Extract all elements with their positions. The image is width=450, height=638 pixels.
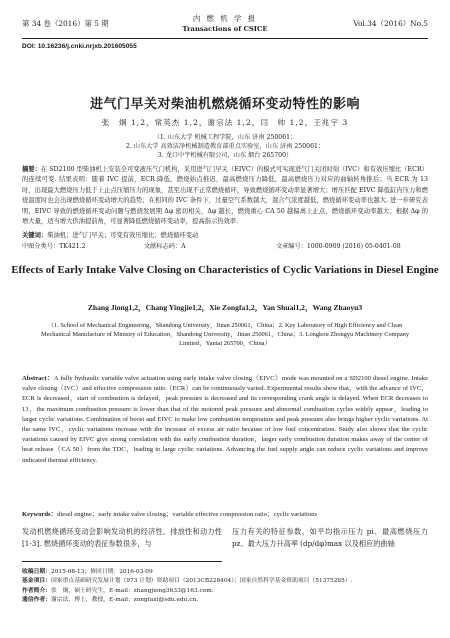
abstract-cn-label: 摘要： xyxy=(22,166,41,173)
affiliation-cn-3: 3. 龙口中宇机械有限公司，山东 烟台 265700） xyxy=(157,152,293,159)
clc-number: 中图分类号：TK421.2 xyxy=(22,243,86,250)
authors-en: Zhang Jiong1,2，Chang Yingjie1,2，Xie Zongfa1,2，Yan Shuai1,2，Wang Zhaoyu3 xyxy=(87,303,363,312)
footnote-label: 收稿日期： xyxy=(22,569,51,575)
title-en: Effects of Early Intake Valve Closing on Characteristics of Cyclic Variations in Diesel Engine xyxy=(11,264,439,276)
doi: DOI: 10.16236/j.cnki.nrjxb.201605055 xyxy=(22,43,137,50)
footnote-text: 2015-08-13；修回日期：2016-03-09 xyxy=(51,569,153,575)
header-volume-en: Vol.34（2016）No.5 xyxy=(353,19,428,28)
footnote-rule xyxy=(22,561,222,562)
title-cn: 进气门早关对柴油机燃烧循环变动特性的影响 xyxy=(89,97,360,112)
footnotes xyxy=(22,568,428,605)
abstract-en-label: Abstract： xyxy=(22,375,54,382)
abstract-en xyxy=(22,374,428,466)
article-number: 文章编号：1000-0909 (2016) 05-0401-08 xyxy=(275,243,401,250)
keywords-en-label: Keywords： xyxy=(22,511,58,518)
footnote-text: 国家重点基础研究发展计划（973 计划）资助项目（2013CB228404）；国家自然科学基金资助项目（51375265）. xyxy=(51,578,353,585)
footnote-label: 通信作者： xyxy=(22,596,51,603)
affiliations-en: （1. School of Mechanical Engineering，Shandong University，Jinan 250061，China；2. Key Laboratory of High Efficiency and Clean Mechanical Manufacture of Ministry of Education，Shandong University，Jinan 250061，China；3. Longkou Zhongyu Machinery Company Limited，Yantai 265700，China） xyxy=(40,322,410,348)
classification-meta xyxy=(22,241,428,250)
document-code: 文献标志码：A xyxy=(143,243,186,250)
footnote-corresponding xyxy=(22,596,428,605)
affiliation-cn-2: 2. 山东大学 高效洁净机械制造教育部重点实验室，山东 济南 250061； xyxy=(125,143,325,150)
footnote-label: 基金项目： xyxy=(22,578,51,585)
affiliation-cn-1: （1. 山东大学 机械工程学院，山东 济南 250061； xyxy=(153,134,297,141)
footnote-funding xyxy=(22,577,428,586)
keywords-cn-label: 关键词： xyxy=(22,232,48,239)
header-rule xyxy=(22,38,428,39)
abstract-en-text: A fully hydraulic variable valve actuation using early intake valve closing（EIVC）mode was mounted on a SD2100 diesel engine. Intake valve closing（IVC）and effective compression ratio（ECR）can be continuously varied. Experimental results show that，with the advance of IVC，ECR is decreased，start of combustion is delayed，peak pressure is decreased and its corresponding crank angle is delayed. When ECR decreases to 13，the maximum combustion pressure is lower than that of the motored peak pressure and abnormal combustion cycles widely appear，leading to larger cyclic variations. Combination of boost and EIVC to make low combustion temperature and peak pressure also brings higher cyclic variations. At the same IVC，cyclic variations increase with the increase of excess air ratio because of low fuel concentration. Study also shows that the cyclic variations caused by EIVC give strong correlation with the early combustion duration，larger early combustion duration makes away of the center of heat release（CA 50）from the TDC，leading to large cyclic variations. Advancing the fuel supply angle can reduce cyclic variations and improve indicated thermal efficiency. xyxy=(22,375,428,464)
keywords-en xyxy=(22,508,428,518)
authors-cn: 张 炯 1,2，常英杰 1,2，谢宗法 1,2，闫 帅 1,2，王兆宇 3 xyxy=(101,118,349,127)
footnote-author-bio xyxy=(22,587,428,596)
header-volume-cn: 第 34 卷（2016）第 5 期 xyxy=(22,19,109,28)
keywords-cn xyxy=(22,231,428,241)
footnote-text: 谢宗法，博士，教授，E-mail：zongfaxi@sdu.edu.cn. xyxy=(51,596,199,603)
header-journal-cn: 内 燃 机 学 报 xyxy=(192,14,258,23)
keywords-cn-text: 柴油机；进气门早关；可变有效压缩比；燃烧循环变动 xyxy=(47,232,199,239)
running-header xyxy=(22,8,428,38)
abstract-cn xyxy=(22,165,428,227)
abstract-cn-text: 在 SD2100 型柴油机上安装全可变液压气门机构，采用进气门早关（EIVC）的模式可实现进气门关闭时刻（IVC）和有效压缩比（ECR）的连续可变. 结果表明：随着 IVC 提前，ECR 降低，燃烧始点推迟，最高燃烧压力降低，最高燃烧压力对应的曲轴转角推后；当 ECR 为 13 时，出现最大燃烧压力低于上止点压缩压力的现象，甚至出现不正常燃烧循环，导致燃烧循环变动率显著增大；增压匹配 EIVC 降低缸内压力和燃烧温度时也会出现燃烧循环变动增大的趋势；在相同的 IVC 条件下，过量空气系数越大，混合气浓度越低，燃烧循环变动率也越大. 进一步研究表明，EIVC 导致的燃烧循环变动问题与燃烧发展期 Δφ 密切相关，Δφ 越长，燃烧重心 CA 50 越偏离上止点，燃烧循环变动率越大；根据 Δφ 的增大量，适当增大供油提前角，可显著降低燃烧循环变动率，提高指示热效率. xyxy=(22,166,428,226)
footnote-received xyxy=(22,568,428,577)
body-column-right: 压力有关的特征参数，如平均指示压力 pi、最高燃烧压力 pz、最大压力升高率 (dp/dφ)max 以及相应的曲轴 xyxy=(232,527,428,549)
footnote-text: 张 炯，硕士研究生，E-mail：zhangjiong3633@163.com. xyxy=(51,587,214,594)
header-journal-en: Transactions of CSICE xyxy=(182,25,268,33)
body-column-left: 发动机燃烧循环变动会影响发动机的经济性、排放性和动力性[1-3]. 燃烧循环变动的表征参数很多，与 xyxy=(22,527,222,549)
keywords-en-text: diesel engine；early intake valve closing；variable effective compression ratio；cyclic variations xyxy=(57,511,318,518)
footnote-label: 作者简介： xyxy=(22,587,51,594)
